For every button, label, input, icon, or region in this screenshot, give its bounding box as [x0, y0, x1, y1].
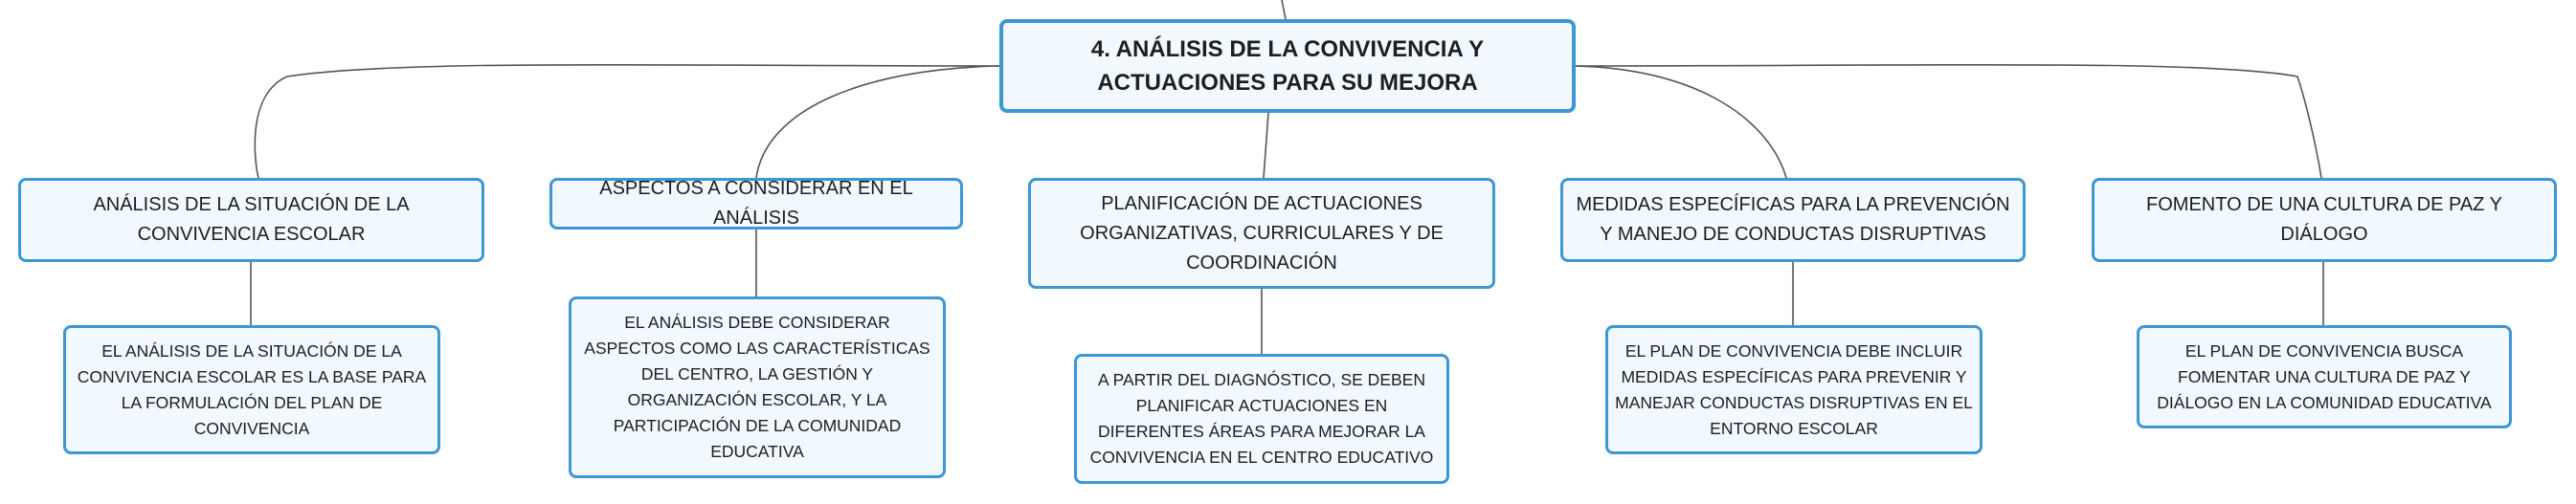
branch-detail-5[interactable] — [2137, 325, 2512, 428]
branch-topic-2[interactable] — [549, 178, 963, 230]
branch-detail-3-text: A PARTIR DEL DIAGNÓSTICO, SE DEBEN PLANIFICAR ACTUACIONES EN DIFERENTES ÁREAS PARA MEJORAR LA CONVIVENCIA EN EL CENTRO EDUCATIVO — [1089, 370, 1434, 467]
branch-topic-5[interactable] — [2092, 178, 2557, 262]
branch-detail-3[interactable] — [1074, 354, 1449, 484]
branch-topic-3[interactable] — [1028, 178, 1495, 289]
branch-detail-4[interactable] — [1605, 325, 1982, 454]
branch-detail-2-text: EL ANÁLISIS DEBE CONSIDERAR ASPECTOS COMO LAS CARACTERÍSTICAS DEL CENTRO, LA GESTIÓN Y ORGANIZACIÓN ESCOLAR, Y LA PARTICIPACIÓN DE LA COMUNIDAD EDUCATIVA — [584, 313, 930, 461]
branch-detail-2[interactable] — [569, 296, 946, 478]
connector-root-to-branch-3 — [1264, 113, 1268, 178]
branch-detail-4-text: EL PLAN DE CONVIVENCIA DEBE INCLUIR MEDIDAS ESPECÍFICAS PARA PREVENIR Y MANEJAR CONDUCTAS DISRUPTIVAS EN EL ENTORNO ESCOLAR — [1615, 340, 1973, 438]
branch-topic-1[interactable] — [18, 178, 484, 262]
branch-topic-4-label: MEDIDAS ESPECÍFICAS PARA LA PREVENCIÓN Y MANEJO DE CONDUCTAS DISRUPTIVAS — [1576, 194, 2010, 245]
central-topic[interactable] — [999, 19, 1576, 113]
branch-topic-5-label: FOMENTO DE UNA CULTURA DE PAZ Y DIÁLOGO — [2146, 194, 2502, 245]
branch-detail-1-text: EL ANÁLISIS DE LA SITUACIÓN DE LA CONVIVENCIA ESCOLAR ES LA BASE PARA LA FORMULACIÓN DEL PLAN DE CONVIVENCIA — [77, 340, 427, 438]
branch-detail-1[interactable] — [63, 325, 440, 454]
connector-root-to-branch-1 — [255, 65, 999, 178]
connector-parent-to-root — [1282, 0, 1286, 19]
central-topic-label: 4. ANÁLISIS DE LA CONVIVENCIA Y ACTUACIONES PARA SU MEJORA — [1090, 36, 1485, 96]
connector-root-to-branch-2 — [756, 66, 999, 178]
branch-topic-1-label: ANÁLISIS DE LA SITUACIÓN DE LA CONVIVENCIA ESCOLAR — [93, 194, 410, 245]
branch-topic-2-label: ASPECTOS A CONSIDERAR EN EL ANÁLISIS — [599, 178, 913, 229]
branch-topic-4[interactable] — [1560, 178, 2026, 262]
connector-root-to-branch-5 — [1576, 65, 2321, 178]
connector-root-to-branch-4 — [1576, 66, 1786, 178]
branch-topic-3-label: PLANIFICACIÓN DE ACTUACIONES ORGANIZATIVAS, CURRICULARES Y DE COORDINACIÓN — [1080, 192, 1444, 274]
branch-detail-5-text: EL PLAN DE CONVIVENCIA BUSCA FOMENTAR UNA CULTURA DE PAZ Y DIÁLOGO EN LA COMUNIDAD EDUCATIVA — [2157, 340, 2492, 412]
